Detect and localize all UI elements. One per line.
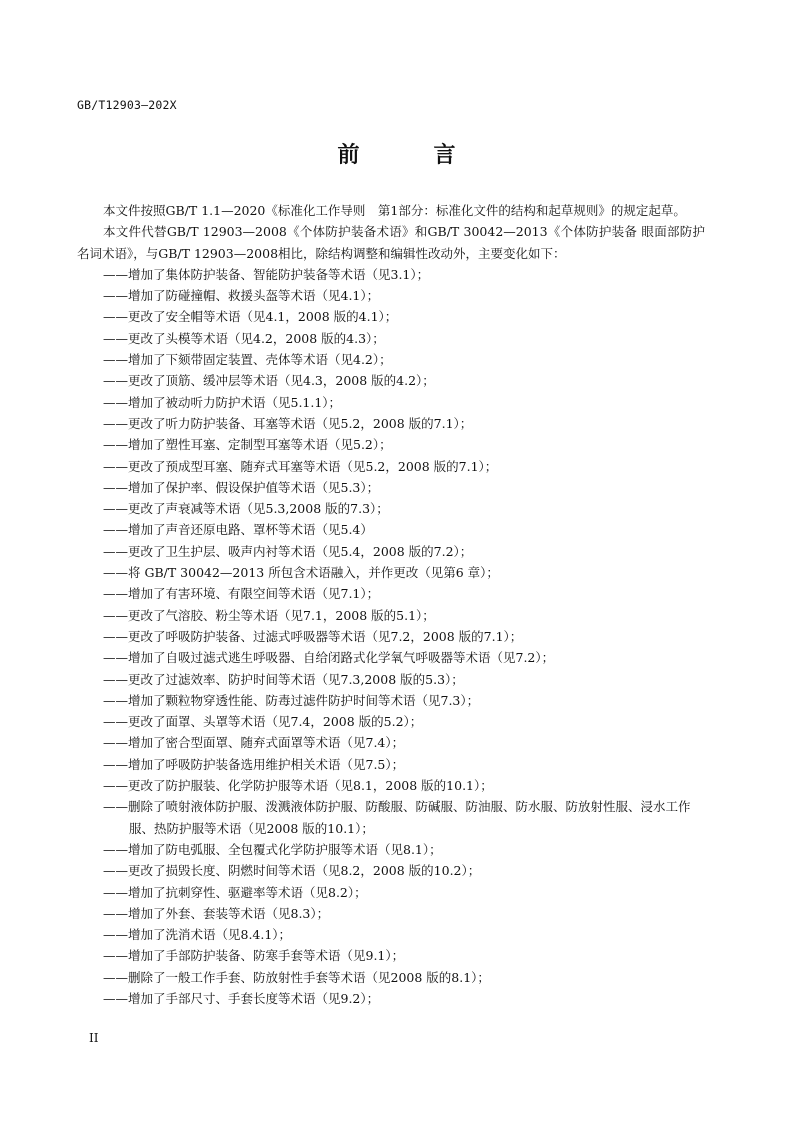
change-list-item: ——增加了呼吸防护装备选用维护相关术语（见7.5）；	[103, 756, 405, 772]
paragraph-replacement: 本文件代替GB/T 12903—2008《个体防护装备术语》和GB/T 30042—2013《个体防护装备 眼面部防护 名词术语》，与GB/T 12903—2008相比，除结构调整和编辑性改动外，主要变化如下：	[77, 224, 705, 261]
change-list-item: ——增加了外套、套装等术语（见8.3）；	[103, 905, 330, 921]
change-list-item: ——增加了防电弧服、全包覆式化学防护服等术语（见8.1）；	[103, 841, 442, 857]
change-list-item: ——增加了密合型面罩、随弃式面罩等术语（见7.4）；	[103, 735, 405, 751]
change-list-item: ——删除了一般工作手套、防放射性手套等术语（见2008 版的8.1）；	[103, 969, 490, 985]
change-list-item: ——更改了顶筋、缓冲层等术语（见4.3，2008 版的4.2）；	[103, 373, 435, 389]
document-code: GB/T12903—202X	[77, 98, 177, 112]
change-list-item: ——将 GB/T 30042—2013 所包含术语融入，并作更改（见第6 章）；	[103, 565, 499, 581]
change-list-item: ——增加了洗消术语（见8.4.1）；	[103, 927, 292, 943]
change-list-item: ——更改了损毁长度、阴燃时间等术语（见8.2，2008 版的10.2）；	[103, 863, 481, 879]
change-list-item: ——增加了自吸过滤式逃生呼吸器、自给闭路式化学氧气呼吸器等术语（见7.2）；	[103, 650, 555, 666]
change-list-item: ——更改了面罩、头罩等术语（见7.4，2008 版的5.2）；	[103, 714, 423, 730]
change-list-item: ——增加了颗粒物穿透性能、防毒过滤件防护时间等术语（见7.3）；	[103, 692, 480, 708]
change-list-item: ——更改了防护服装、化学防护服等术语（见8.1，2008 版的10.1）；	[103, 778, 493, 794]
change-list-item: ——增加了手部尺寸、手套长度等术语（见9.2）；	[103, 990, 380, 1006]
document-body	[77, 200, 705, 1009]
change-list-item: ——增加了保护率、假设保护值等术语（见5.3）；	[103, 479, 380, 495]
page-number: II	[89, 1031, 99, 1045]
page-title: 前 言	[337, 142, 482, 168]
change-list-item: ——更改了过滤效率、防护时间等术语（见7.3,2008 版的5.3）；	[103, 671, 464, 687]
change-list-item: ——更改了气溶胶、粉尘等术语（见7.1，2008 版的5.1）；	[103, 607, 435, 623]
change-list-item: ——增加了塑性耳塞、定制型耳塞等术语（见5.2）；	[103, 437, 392, 453]
change-list-item: ——更改了呼吸防护装备、过滤式呼吸器等术语（见7.2，2008 版的7.1）；	[103, 628, 523, 644]
change-list-item: ——增加了抗刺穿性、驱避率等术语（见8.2）；	[103, 884, 367, 900]
change-list-item: ——更改了声衰减等术语（见5.3,2008 版的7.3）；	[103, 501, 389, 517]
change-list-item: ——增加了手部防护装备、防寒手套等术语（见9.1）；	[103, 948, 405, 964]
change-list-item: ——更改了卫生护层、吸声内衬等术语（见5.4，2008 版的7.2）；	[103, 543, 473, 559]
paragraph-drafting-rules: 本文件按照GB/T 1.1—2020《标准化工作导则 第1部分：标准化文件的结构和起草规则》的规定起草。	[103, 203, 686, 218]
change-list-item: ——更改了安全帽等术语（见4.1，2008 版的4.1）；	[103, 309, 398, 325]
change-list-item: ——更改了听力防护装备、耳塞等术语（见5.2，2008 版的7.1）；	[103, 415, 473, 431]
change-list-item: ——更改了头模等术语（见4.2，2008 版的4.3）；	[103, 330, 385, 346]
change-list-item: ——增加了下颏带固定装置、壳体等术语（见4.2）；	[103, 352, 392, 368]
change-list-item: ——增加了集体防护装备、智能防护装备等术语（见3.1）；	[103, 266, 430, 282]
change-list-item: ——删除了喷射液体防护服、泼溅液体防护服、防酸服、防碱服、防油服、防水服、防放射性服、浸水工作服、热防护服等术语（见2008 版的10.1）；	[103, 799, 691, 836]
change-list-item: ——增加了声音还原电路、罩杯等术语（见5.4）	[103, 522, 373, 538]
change-list	[77, 264, 705, 1009]
change-list-item: ——更改了预成型耳塞、随弃式耳塞等术语（见5.2，2008 版的7.1）；	[103, 458, 498, 474]
change-list-item: ——增加了有害环境、有限空间等术语（见7.1）；	[103, 586, 380, 602]
change-list-item: ——增加了被动听力防护术语（见5.1.1）；	[103, 394, 342, 410]
change-list-item: ——增加了防碰撞帽、救援头盔等术语（见4.1）；	[103, 288, 380, 304]
